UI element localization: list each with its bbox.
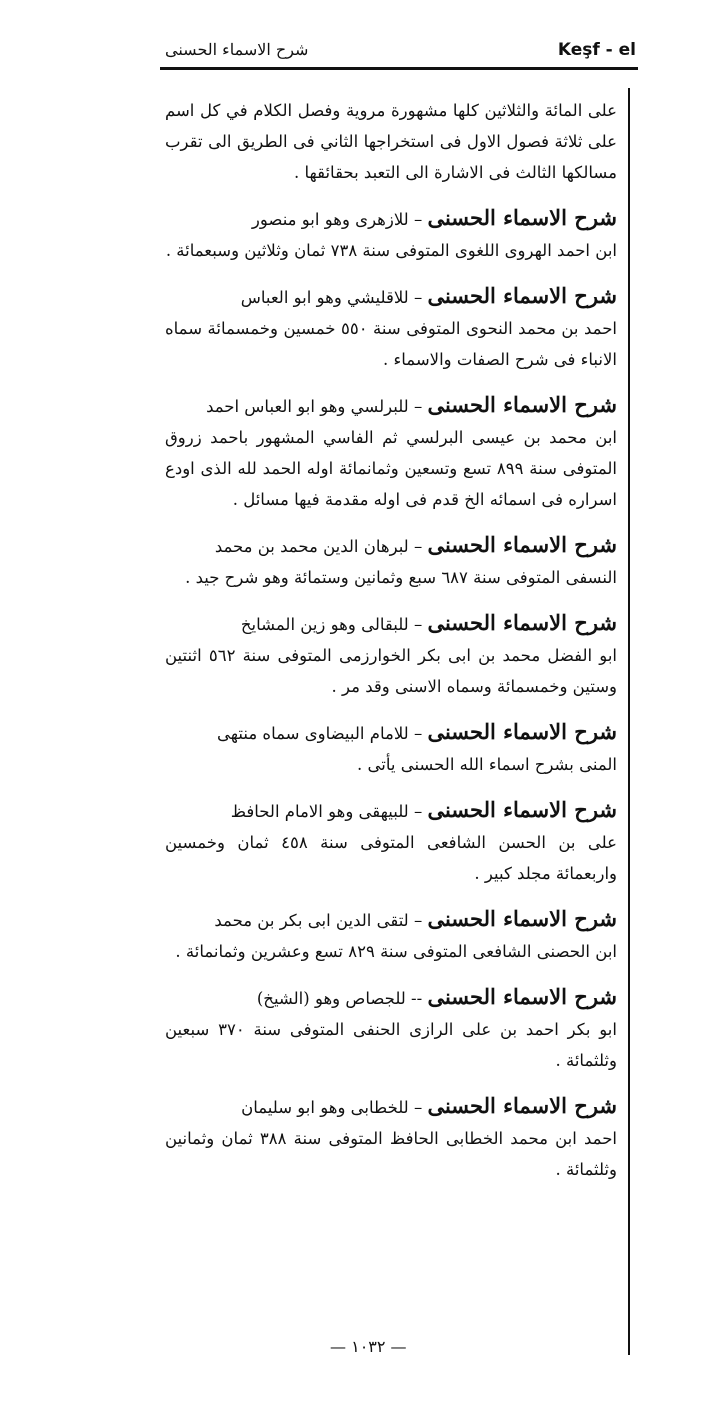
entry-title: شرح الاسماء الحسنى [427, 984, 617, 1009]
entry-author: – للبرلسي وهو ابو العباس احمد [206, 397, 428, 416]
entry-body: ابو بكر احمد بن على الرازى الحنفى المتوفى سنة ٣٧٠ سبعين وثلثمائة . [165, 1020, 617, 1070]
entry-body: ابو الفضل محمد بن ابى بكر الخوارزمى المتوفى سنة ٥٦٢ اثنتين وستين وخمسمائة وسماه الاسنى وقد مر . [165, 646, 617, 696]
margin-rule [628, 88, 630, 1355]
entry-heading [165, 1090, 617, 1123]
entry-list [165, 202, 617, 1185]
entry-author: -- للجصاص وهو (الشيخ) [256, 989, 428, 1008]
entry-author: – لتقى الدين ابى بكر بن محمد [214, 911, 428, 930]
entry-author: – للاقليشي وهو ابو العباس [240, 288, 428, 307]
entry-heading [165, 202, 617, 235]
entry-title: شرح الاسماء الحسنى [427, 719, 617, 744]
entry [165, 1090, 617, 1185]
entry-heading [165, 981, 617, 1014]
entry-body: احمد ابن محمد الخطابى الحافظ المتوفى سنة ٣٨٨ ثمان وثمانين وثلثمائة . [165, 1129, 617, 1179]
entry-body: المنى بشرح اسماء الله الحسنى يأتى . [357, 755, 617, 774]
entry-heading [165, 280, 617, 313]
entry-heading [165, 607, 617, 640]
entry [165, 389, 617, 515]
entry-heading [165, 903, 617, 936]
entry [165, 607, 617, 702]
entry-title: شرح الاسماء الحسنى [427, 610, 617, 635]
entry [165, 981, 617, 1076]
entry-title: شرح الاسماء الحسنى [427, 283, 617, 308]
entry-author: – للامام البيضاوى سماه منتهى [217, 724, 428, 743]
entry-author: – للخطابى وهو ابو سليمان [241, 1098, 428, 1117]
entry [165, 529, 617, 593]
entry-author: – للبيهقى وهو الامام الحافظ [230, 802, 428, 821]
entry-author: – للازهرى وهو ابو منصور [251, 210, 428, 229]
entry-heading [165, 716, 617, 749]
entry-author: – لبرهان الدين محمد بن محمد [214, 537, 428, 556]
running-code: Keşf - el [557, 40, 636, 60]
entry-author: – للبقالى وهو زين المشايخ [240, 615, 428, 634]
entry-heading [165, 389, 617, 422]
text-column [165, 95, 617, 1185]
entry-body: ابن محمد بن عيسى البرلسي ثم الفاسي المشهور باحمد زروق المتوفى سنة ٨٩٩ تسع وتسعين وثمانمائة اوله الحمد لله الذى اودع اسراره فى اسمائه الخ قدم فى اوله مقدمة فيها مسائل . [165, 428, 617, 509]
entry-body: ابن احمد الهروى اللغوى المتوفى سنة ٧٣٨ ثمان وثلاثين وسبعمائة . [165, 241, 617, 260]
entry-title: شرح الاسماء الحسنى [427, 392, 617, 417]
entry-body: على بن الحسن الشافعى المتوفى سنة ٤٥٨ ثمان وخمسين واربعمائة مجلد كبير . [165, 833, 617, 883]
entry-title: شرح الاسماء الحسنى [427, 906, 617, 931]
entry [165, 280, 617, 375]
entry-title: شرح الاسماء الحسنى [427, 797, 617, 822]
entry [165, 716, 617, 780]
header-rule [160, 67, 638, 70]
entry-title: شرح الاسماء الحسنى [427, 205, 617, 230]
entry [165, 202, 617, 266]
entry-body: احمد بن محمد النحوى المتوفى سنة ٥٥٠ خمسين وخمسمائة سماه الانباء فى شرح الصفات والاسماء . [165, 319, 618, 369]
intro-paragraph: على المائة والثلاثين كلها مشهورة مروية وفصل الكلام في كل اسم على ثلاثة فصول الاول فى استخراجها الثاني فى الطريق الى تقرب مسالكها الثالث فى الاشارة الى التعبد بحقائقها . [165, 101, 617, 182]
entry-title: شرح الاسماء الحسنى [427, 532, 617, 557]
entry-body: النسفى المتوفى سنة ٦٨٧ سبع وثمانين وستمائة وهو شرح جيد . [185, 568, 617, 587]
entry [165, 903, 617, 967]
entry-heading [165, 794, 617, 827]
running-header [165, 40, 636, 66]
running-title: شرح الاسماء الحسنى [165, 40, 309, 59]
page-number: — ١٠٣٢ — [330, 1337, 407, 1356]
entry [165, 794, 617, 889]
entry-body: ابن الحصنى الشافعى المتوفى سنة ٨٢٩ تسع وعشرين وثمانمائة . [175, 942, 617, 961]
entry-heading [165, 529, 617, 562]
entry-title: شرح الاسماء الحسنى [427, 1093, 617, 1118]
